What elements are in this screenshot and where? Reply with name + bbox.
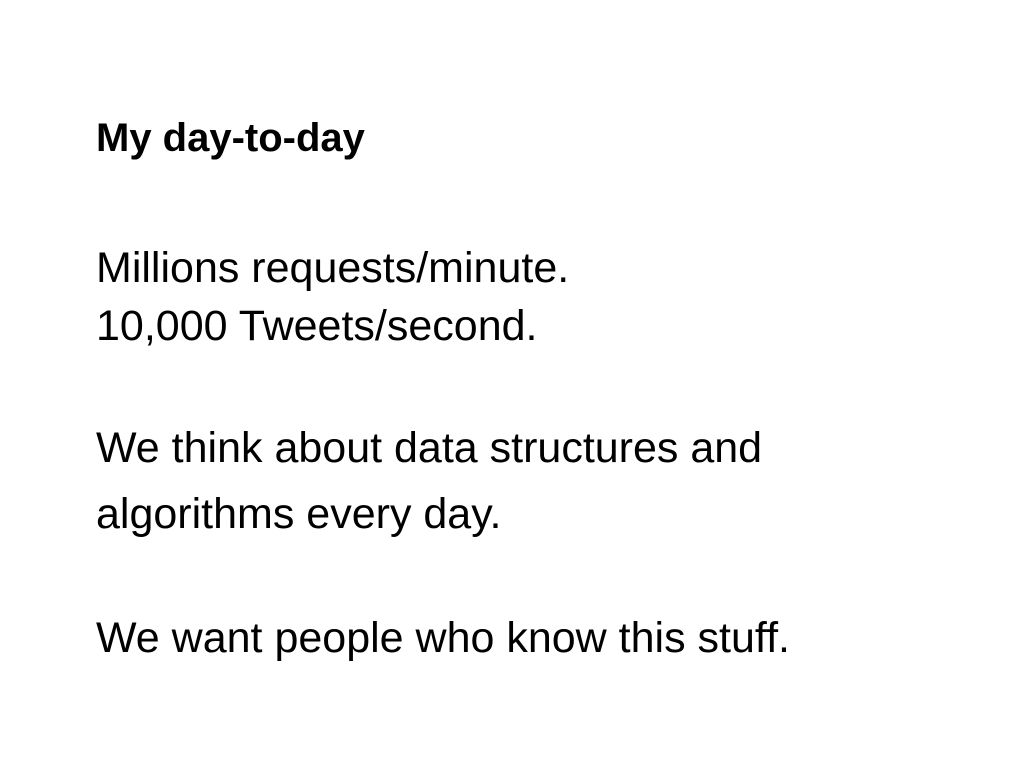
slide-line-algorithms: algorithms every day.	[96, 490, 502, 538]
slide-title: My day-to-day	[96, 116, 365, 160]
slide-line-hiring: We want people who know this stuff.	[96, 614, 790, 662]
slide-line-requests: Millions requests/minute.	[96, 244, 570, 292]
slide-line-data-structures: We think about data structures and	[96, 424, 763, 472]
slide-line-tweets: 10,000 Tweets/second.	[96, 302, 538, 350]
